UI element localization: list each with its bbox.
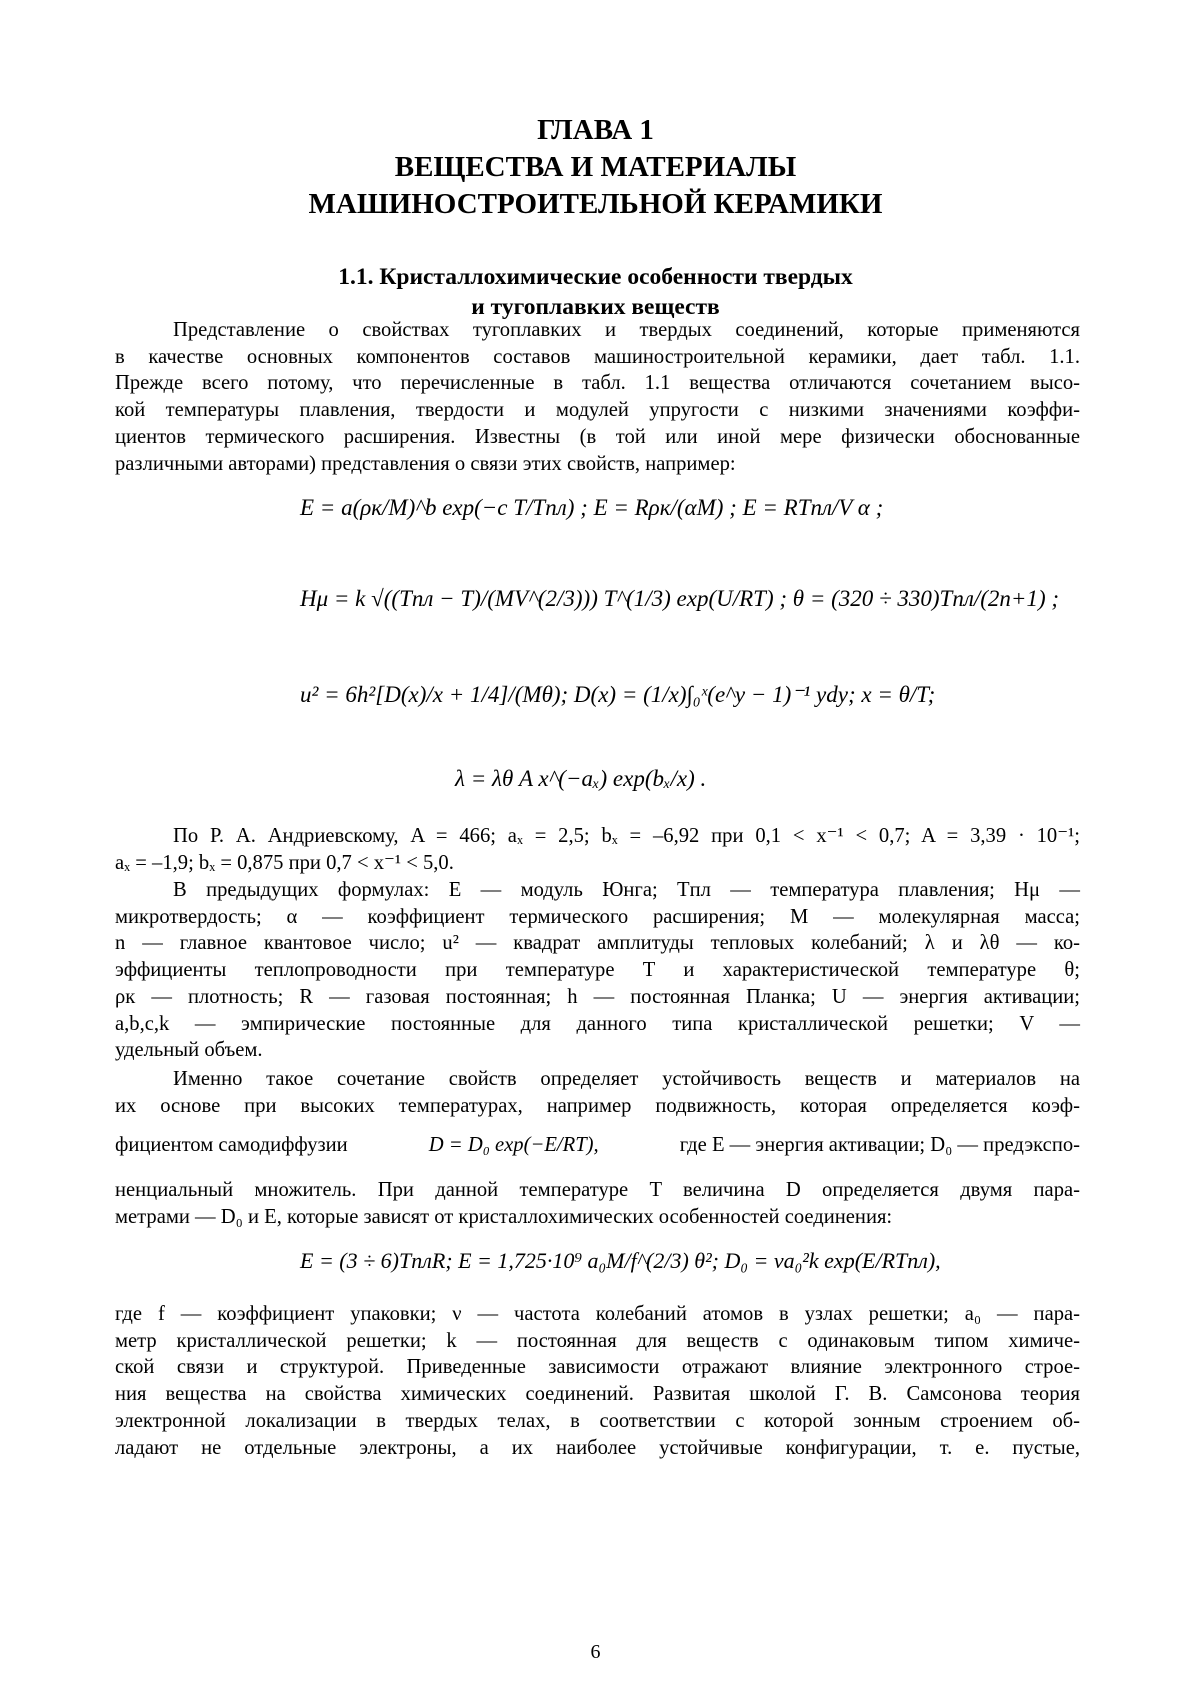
text-line: различными авторами) представления о связи этих свойств, например:: [115, 452, 736, 475]
text-line: электронной локализации в твердых телах, в соответствии с которой зонным строением об-: [115, 1409, 1080, 1432]
text-line: их основе при высоких температурах, например подвижность, которая определяется коэф-: [115, 1094, 1080, 1117]
text-line: a,b,c,k — эмпирические постоянные для данного типа кристаллической решетки; V —: [115, 1012, 1080, 1035]
stability-paragraph: [115, 1066, 1080, 1119]
chapter-number: ГЛАВА 1: [537, 114, 654, 146]
text-line: в качестве основных компонентов составов машиностроительной керамики, дает табл. 1.1.: [115, 345, 1080, 368]
text-line: где f — коэффициент упаковки; ν — частота колебаний атомов в узлах решетки; a₀ — пара-: [115, 1303, 1080, 1325]
text-line: ладают не отдельные электроны, а их наиболее устойчивые конфигурации, т. е. пустые,: [115, 1436, 1080, 1459]
equation-2: [300, 586, 1059, 612]
stability-paragraph-cont: [115, 1177, 1080, 1230]
text-line: В предыдущих формулах: E — модуль Юнга; Tпл — температура плавления; Hμ —: [173, 879, 1080, 901]
equation-4: [455, 766, 706, 792]
chapter-heading: [0, 112, 1191, 223]
definitions-paragraph: [115, 877, 1080, 1064]
equation-text: E = a(ρк/M)^b exp(−c T/Tпл) ; E = Rρк/(αM) ; E = RTпл/V α ;: [300, 495, 884, 520]
text-line: Прежде всего потому, что перечисленные в табл. 1.1 вещества отличаются сочетанием высо-: [115, 372, 1080, 395]
chapter-title-line-2: МАШИНОСТРОИТЕЛЬНОЙ КЕРАМИКИ: [308, 188, 883, 220]
text-line: По Р. А. Андриевскому, A = 466; aₓ = 2,5; bₓ = –6,92 при 0,1 < x⁻¹ < 0,7; A = 3,39 · 10⁻¹;: [173, 825, 1080, 847]
text-line: ненциальный множитель. При данной температуре T величина D определяется двумя пара-: [115, 1179, 1080, 1201]
section-title-line-2: и тугоплавких веществ: [471, 294, 720, 320]
text-line: эффициенты теплопроводности при температуре T и характеристической температуре θ;: [115, 959, 1080, 982]
text-line: удельный объем.: [115, 1039, 263, 1062]
text-fragment: где E — энергия активации; D₀ — предэкспо-: [679, 1134, 1080, 1156]
section-title-line-1: 1.1. Кристаллохимические особенности твердых: [338, 264, 853, 290]
equation-6: [300, 1248, 941, 1274]
page-number: 6: [590, 1641, 601, 1663]
section-heading: [0, 262, 1191, 322]
closing-paragraph: [115, 1301, 1080, 1461]
equation-text: u² = 6h²[D(x)/x + 1/4]/(Mθ); D(x) = (1/x)∫₀ˣ(e^y − 1)⁻¹ ydy; x = θ/T;: [300, 682, 936, 707]
text-line: циентов термического расширения. Известны (в той или иной мере физически обоснованные: [115, 425, 1080, 448]
text-line: ской связи и структурой. Приведенные зависимости отражают влияние электронного строе-: [115, 1356, 1080, 1379]
stability-inline-equation-line: [115, 1132, 1080, 1159]
text-line: Именно такое сочетание свойств определяет устойчивость веществ и материалов на: [173, 1068, 1080, 1090]
text-line: Представление о свойствах тугоплавких и твердых соединений, которые применяются: [173, 319, 1080, 341]
text-line: n — главное квантовое число; u² — квадрат амплитуды тепловых колебаний; λ и λθ — ко-: [115, 932, 1080, 955]
text-line: метрами — D₀ и E, которые зависят от кристаллохимических особенностей соединения:: [115, 1205, 893, 1228]
equation-text: E = (3 ÷ 6)TплR; E = 1,725·10⁹ a₀M/f^(2/3) θ²; D₀ = νa₀²k exp(E/RTпл),: [300, 1248, 941, 1273]
inline-equation: D = D₀ exp(−E/RT),: [428, 1134, 599, 1156]
text-line: ρк — плотность; R — газовая постоянная; h — постоянная Планка; U — энергия активации;: [115, 985, 1080, 1008]
intro-paragraph: [115, 317, 1080, 477]
text-line: кой температуры плавления, твердости и модулей упругости с низкими значениями коэффи-: [115, 399, 1080, 422]
text-line: aₓ = –1,9; bₓ = 0,875 при 0,7 < x⁻¹ < 5,0.: [115, 851, 454, 874]
chapter-title-line-1: ВЕЩЕСТВА И МАТЕРИАЛЫ: [394, 151, 797, 183]
equation-1: [300, 495, 883, 521]
andrievsky-paragraph: [115, 823, 1080, 876]
equation-text: λ = λθ A x^(−aₓ) exp(bₓ/x) .: [455, 766, 707, 791]
text-line: микротвердость; α — коэффициент термического расширения; M — молекулярная масса;: [115, 905, 1080, 928]
text-fragment: фициентом самодиффузии: [115, 1134, 348, 1156]
text-line: метр кристаллической решетки; k — постоянная для веществ с одинаковым типом химиче-: [115, 1329, 1080, 1352]
equation-text: Hμ = k √((Tпл − T)/(MV^(2/3))) T^(1/3) exp(U/RT) ; θ = (320 ÷ 330)Tпл/(2n+1) ;: [300, 586, 1060, 611]
equation-3: [300, 682, 935, 708]
text-line: ния вещества на свойства химических соединений. Развитая школой Г. В. Самсонова теория: [115, 1383, 1080, 1406]
